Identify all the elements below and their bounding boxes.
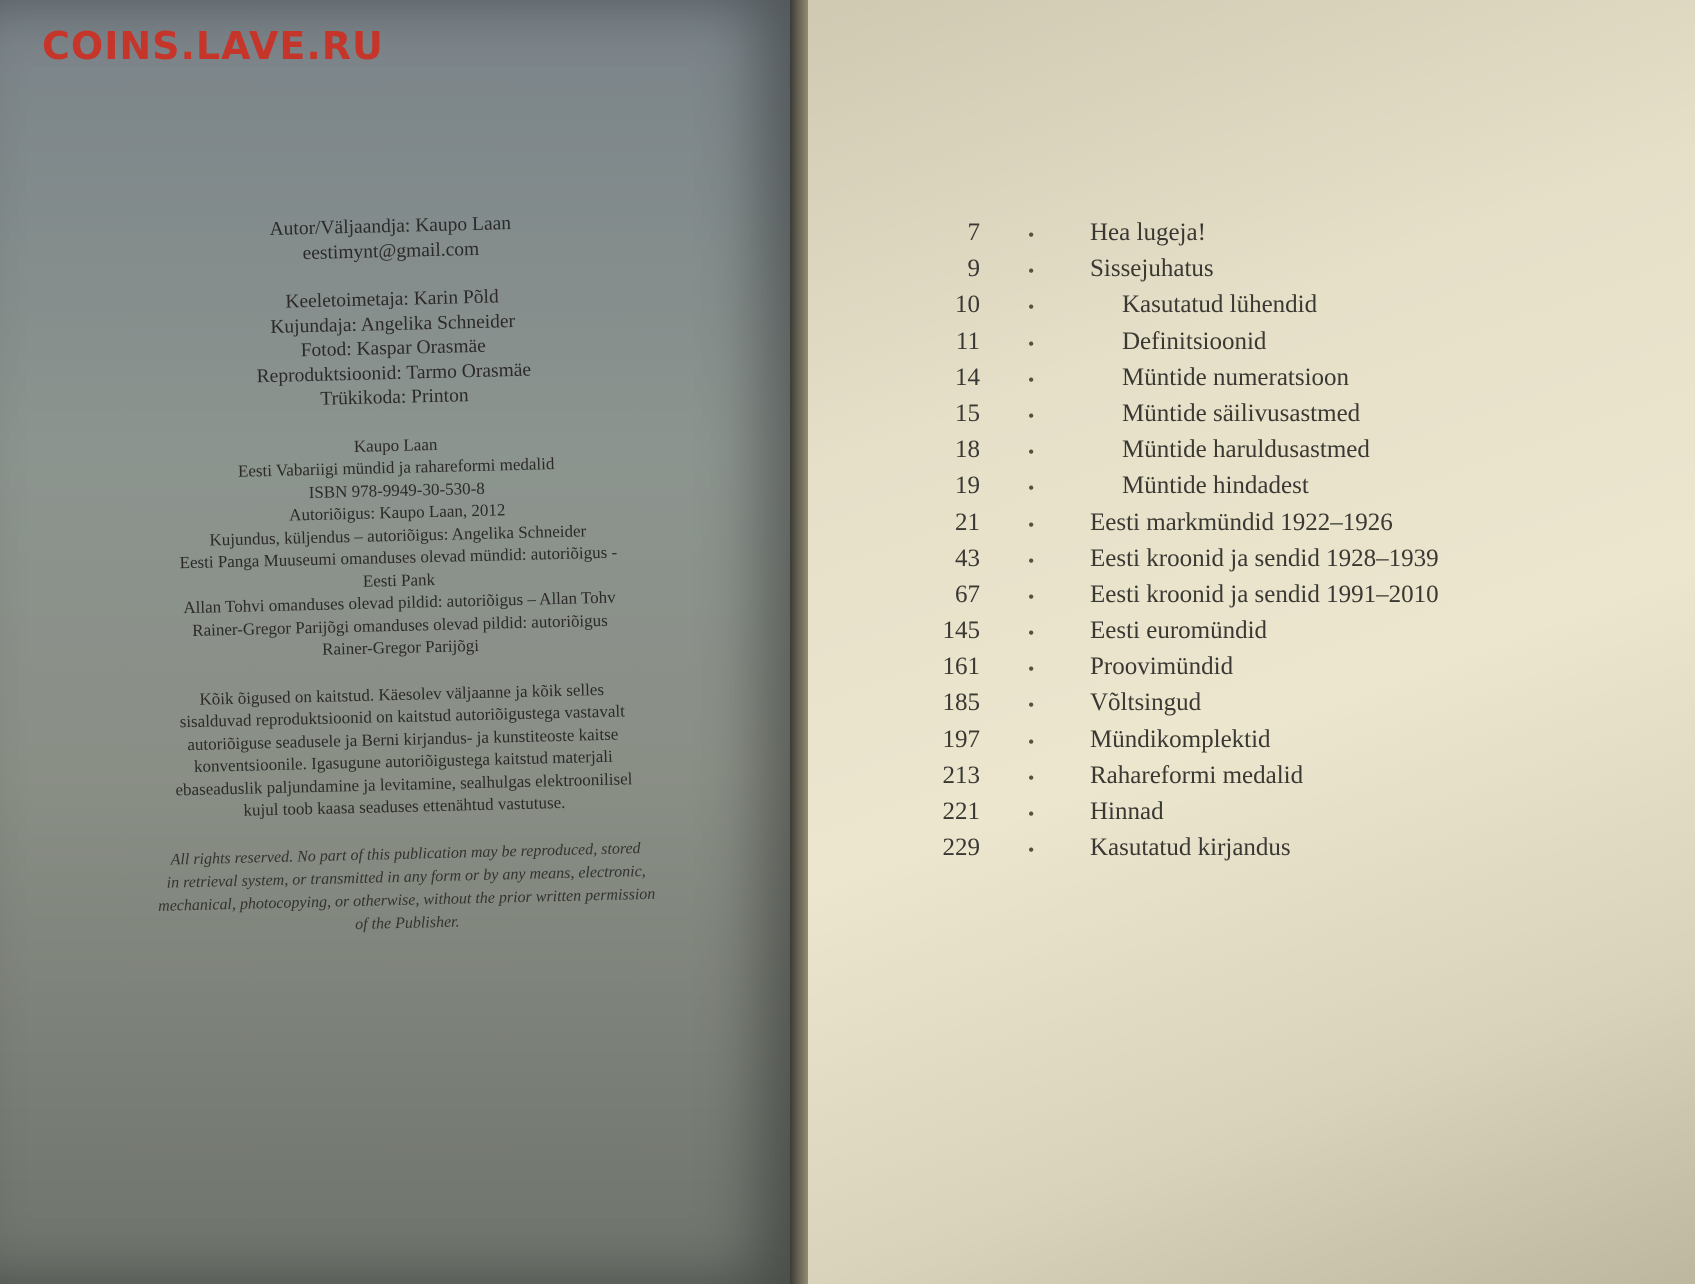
toc-page-number: 213: [942, 761, 980, 789]
imprint-line: ISBN 978-9949-30-530-8: [308, 478, 485, 502]
table-of-contents: [900, 219, 1520, 870]
imprint-line: autoriõiguse seadusele ja Berni kirjandus- ja kunstiteoste kaitse: [187, 724, 619, 754]
toc-bullet: •: [1028, 333, 1035, 354]
toc-entry: [900, 798, 1520, 834]
imprint-line: Trükikoda: Printon: [320, 385, 469, 410]
toc-bullet: •: [1028, 261, 1035, 282]
imprint-line: eestimynt@gmail.com: [302, 238, 480, 264]
imprint-line: konventsioonile. Igasugune autoriõigustega kaitstud materjali: [193, 746, 613, 776]
toc-entry: [900, 653, 1520, 689]
imprint-line: All rights reserved. No part of this publication may be reproduced, stored: [170, 839, 641, 869]
toc-entry: [900, 834, 1520, 870]
toc-entry: [900, 328, 1520, 364]
toc-page-number: 10: [955, 291, 980, 319]
toc-title: Hinnad: [1090, 798, 1164, 825]
toc-page-number: 15: [955, 399, 980, 427]
imprint-line: Eesti Pank: [362, 569, 436, 591]
toc-page-number: 11: [955, 327, 980, 355]
toc-bullet: •: [1028, 369, 1035, 390]
imprint-line: Keeletoimetaja: Karin Põld: [285, 286, 499, 313]
imprint-line: mechanical, photocopying, or otherwise, without the prior written permission: [157, 885, 656, 915]
toc-bullet: •: [1028, 405, 1035, 426]
toc-entry: [900, 400, 1520, 436]
toc-title: Müntide säilivusastmed: [1122, 399, 1361, 427]
toc-bullet: •: [1028, 767, 1035, 788]
toc-page-number: 67: [955, 580, 980, 608]
imprint-line: Eesti Panga Muuseumi omanduses olevad mündid: autoriõigus -: [179, 542, 618, 573]
toc-bullet: •: [1028, 659, 1035, 680]
toc-bullet: •: [1028, 442, 1035, 463]
toc-bullet: •: [1028, 514, 1035, 535]
toc-page-number: 197: [942, 725, 980, 753]
imprint-line: of the Publisher.: [354, 913, 460, 933]
toc-title: Proovimündid: [1090, 653, 1234, 681]
imprint-line: Kõik õigused on kaitstud. Käesolev väljaanne ja kõik selles: [199, 679, 605, 709]
toc-bullet: •: [1028, 840, 1035, 861]
imprint-line: Autoriõigus: Kaupo Laan, 2012: [288, 500, 506, 525]
toc-bullet: •: [1028, 731, 1035, 752]
toc-entry: [900, 364, 1520, 400]
toc-bullet: •: [1028, 297, 1035, 318]
toc-entry: [900, 472, 1520, 508]
toc-title: Eesti kroonid ja sendid 1991–2010: [1090, 580, 1439, 608]
toc-title: Müntide numeratsioon: [1122, 363, 1350, 391]
toc-page-number: 7: [967, 219, 980, 246]
toc-title: Kasutatud lühendid: [1122, 291, 1318, 319]
imprint-line: Kujundus, küljendus – autoriõigus: Angelika Schneider: [209, 520, 587, 550]
imprint-line: sisalduvad reproduktsioonid on kaitstud autoriõigustega vastavalt: [179, 701, 626, 732]
imprint-line: Autor/Väljaandja: Kaupo Laan: [269, 213, 512, 240]
toc-title: Eesti euromündid: [1090, 617, 1268, 645]
imprint-block-credits: [82, 280, 705, 418]
imprint-line: Rainer-Gregor Parijõgi omanduses olevad pildid: autoriõigus: [192, 610, 608, 640]
watermark: COINS.LAVE.RU: [42, 24, 384, 68]
toc-bullet: •: [1028, 550, 1035, 571]
toc-entry: [900, 617, 1520, 653]
toc-page-number: 161: [942, 653, 980, 681]
imprint-line: in retrieval system, or transmitted in any form or by any means, electronic,: [166, 862, 646, 892]
toc-entry: [900, 689, 1520, 725]
toc-bullet: •: [1028, 586, 1035, 607]
toc-bullet: •: [1028, 695, 1035, 716]
toc-title: Müntide haruldusastmed: [1122, 436, 1370, 464]
imprint-line: Kaupo Laan: [353, 434, 438, 456]
toc-title: Definitsioonid: [1122, 327, 1267, 355]
toc-title: Eesti markmündid 1922–1926: [1090, 508, 1393, 536]
imprint-line: Rainer-Gregor Parijõgi: [321, 635, 480, 659]
imprint-line: Allan Tohvi omanduses olevad pildid: autoriõigus – Allan Tohv: [183, 587, 616, 618]
imprint-block-copyright: [85, 427, 710, 667]
toc-entry: [900, 219, 1520, 255]
toc-entry: [900, 545, 1520, 581]
imprint-line: kujul toob kaasa seaduses ettenähtud vastutuse.: [243, 792, 566, 820]
toc-page-number: 229: [942, 834, 980, 862]
imprint-block-rights-en: [95, 835, 717, 942]
toc-title: Kasutatud kirjandus: [1090, 834, 1291, 862]
toc-entry: [900, 509, 1520, 545]
toc-page-number: 14: [955, 363, 980, 391]
imprint-line: Eesti Vabariigi mündid ja rahareformi medalid: [237, 454, 555, 481]
toc-bullet: •: [1028, 225, 1035, 245]
toc-title: Mündikomplektid: [1090, 725, 1271, 753]
toc-entry: [900, 726, 1520, 762]
toc-page-number: 43: [955, 544, 980, 572]
toc-title: Rahareformi medalid: [1090, 761, 1304, 789]
imprint-line: ebaseaduslik paljundamine ja levitamine, sealhulgas elektroonilisel: [175, 768, 633, 799]
toc-entry: [900, 581, 1520, 617]
toc-entry: [900, 762, 1520, 798]
toc-page-number: 19: [955, 472, 980, 500]
toc-title: Sissejuhatus: [1090, 255, 1214, 283]
toc-entry: [900, 291, 1520, 327]
toc-entry: [900, 436, 1520, 472]
imprint-line: Reproduktsioonid: Tarmo Orasmäe: [256, 359, 532, 387]
toc-title: Müntide hindadest: [1122, 472, 1309, 500]
imprint-line: Fotod: Kaspar Orasmäe: [300, 335, 487, 362]
toc-title: Hea lugeja!: [1090, 219, 1206, 246]
toc-title: Eesti kroonid ja sendid 1928–1939: [1090, 544, 1439, 572]
toc-bullet: •: [1028, 478, 1035, 499]
toc-page-number: 21: [955, 508, 980, 536]
toc-page-number: 145: [942, 617, 980, 645]
toc-page-number: 9: [967, 255, 980, 283]
toc-page-number: 18: [955, 436, 980, 464]
toc-title: Võltsingud: [1090, 689, 1202, 717]
imprint-page: [80, 207, 718, 965]
imprint-block-rights-et: [92, 676, 715, 826]
imprint-line: Kujundaja: Angelika Schneider: [270, 310, 516, 338]
toc-bullet: •: [1028, 623, 1035, 644]
toc-page-number: 221: [942, 798, 980, 825]
toc-bullet: •: [1028, 804, 1035, 824]
toc-entry: [900, 255, 1520, 291]
toc-page-number: 185: [942, 689, 980, 717]
